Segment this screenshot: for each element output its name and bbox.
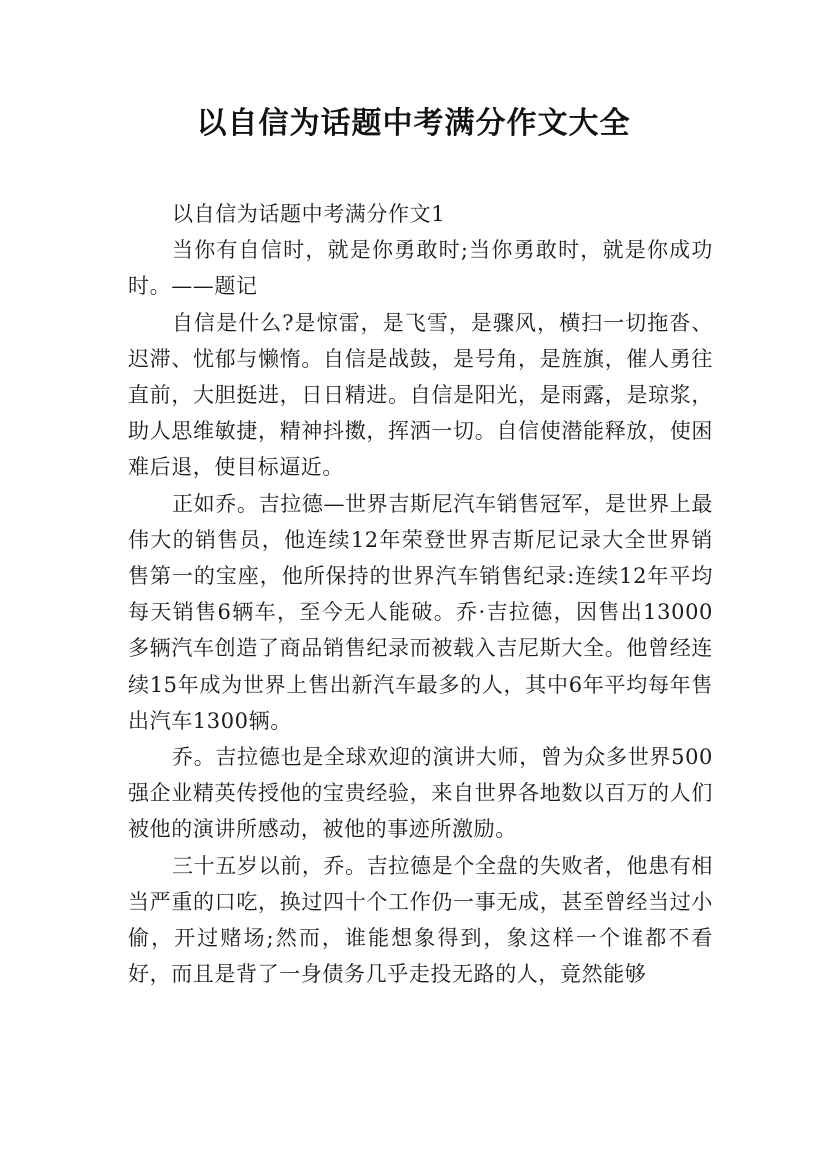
paragraph-joe-girard-speaker: 乔。吉拉德也是全球欢迎的演讲大师，曾为众多世界500强企业精英传授他的宝贵经验，来自世界各地数以百万的人们被他的演讲所感动，被他的事迹所激励。 (128, 745, 713, 842)
paragraph-joe-girard-record: 正如乔。吉拉德—世界吉斯尼汽车销售冠军，是世界上最伟大的销售员，他连续12年荣登世界吉斯尼记录大全世界销售第一的宝座，他所保持的世界汽车销售纪录:连续12年平均每天销售6辆车，至今无人能破。乔·吉拉德，因售出13000多辆汽车创造了商品销售纪录而被载入吉尼斯大全。他曾经连续15年成为世界上售出新汽车最多的人，其中6年平均每年售出汽车1300辆。 (128, 491, 713, 733)
paragraph-epigraph: 当你有自信时，就是你勇敢时;当你勇敢时，就是你成功时。——题记 (128, 238, 713, 299)
document-body (128, 196, 713, 992)
paragraph-subtitle: 以自信为话题中考满分作文1 (172, 202, 446, 226)
paragraph-joe-girard-past: 三十五岁以前，乔。吉拉德是个全盘的失败者，他患有相当严重的口吃，换过四十个工作仍一事无成，甚至曾经当过小偷，开过赌场;然而，谁能想象得到，象这样一个谁都不看好，而且是背了一身债务几乎走投无路的人，竟然能够 (128, 853, 713, 987)
paragraph-what-is-confidence: 自信是什么?是惊雷，是飞雪，是骤风，横扫一切拖沓、迟滞、忧郁与懒惰。自信是战鼓，是号角，是旌旗，催人勇往直前，大胆挺进，日日精进。自信是阳光，是雨露，是琼浆，助人思维敏捷，精神抖擞，挥洒一切。自信使潜能释放，使困难后退，使目标逼近。 (128, 310, 713, 480)
document-title: 以自信为话题中考满分作文大全 (196, 106, 631, 141)
